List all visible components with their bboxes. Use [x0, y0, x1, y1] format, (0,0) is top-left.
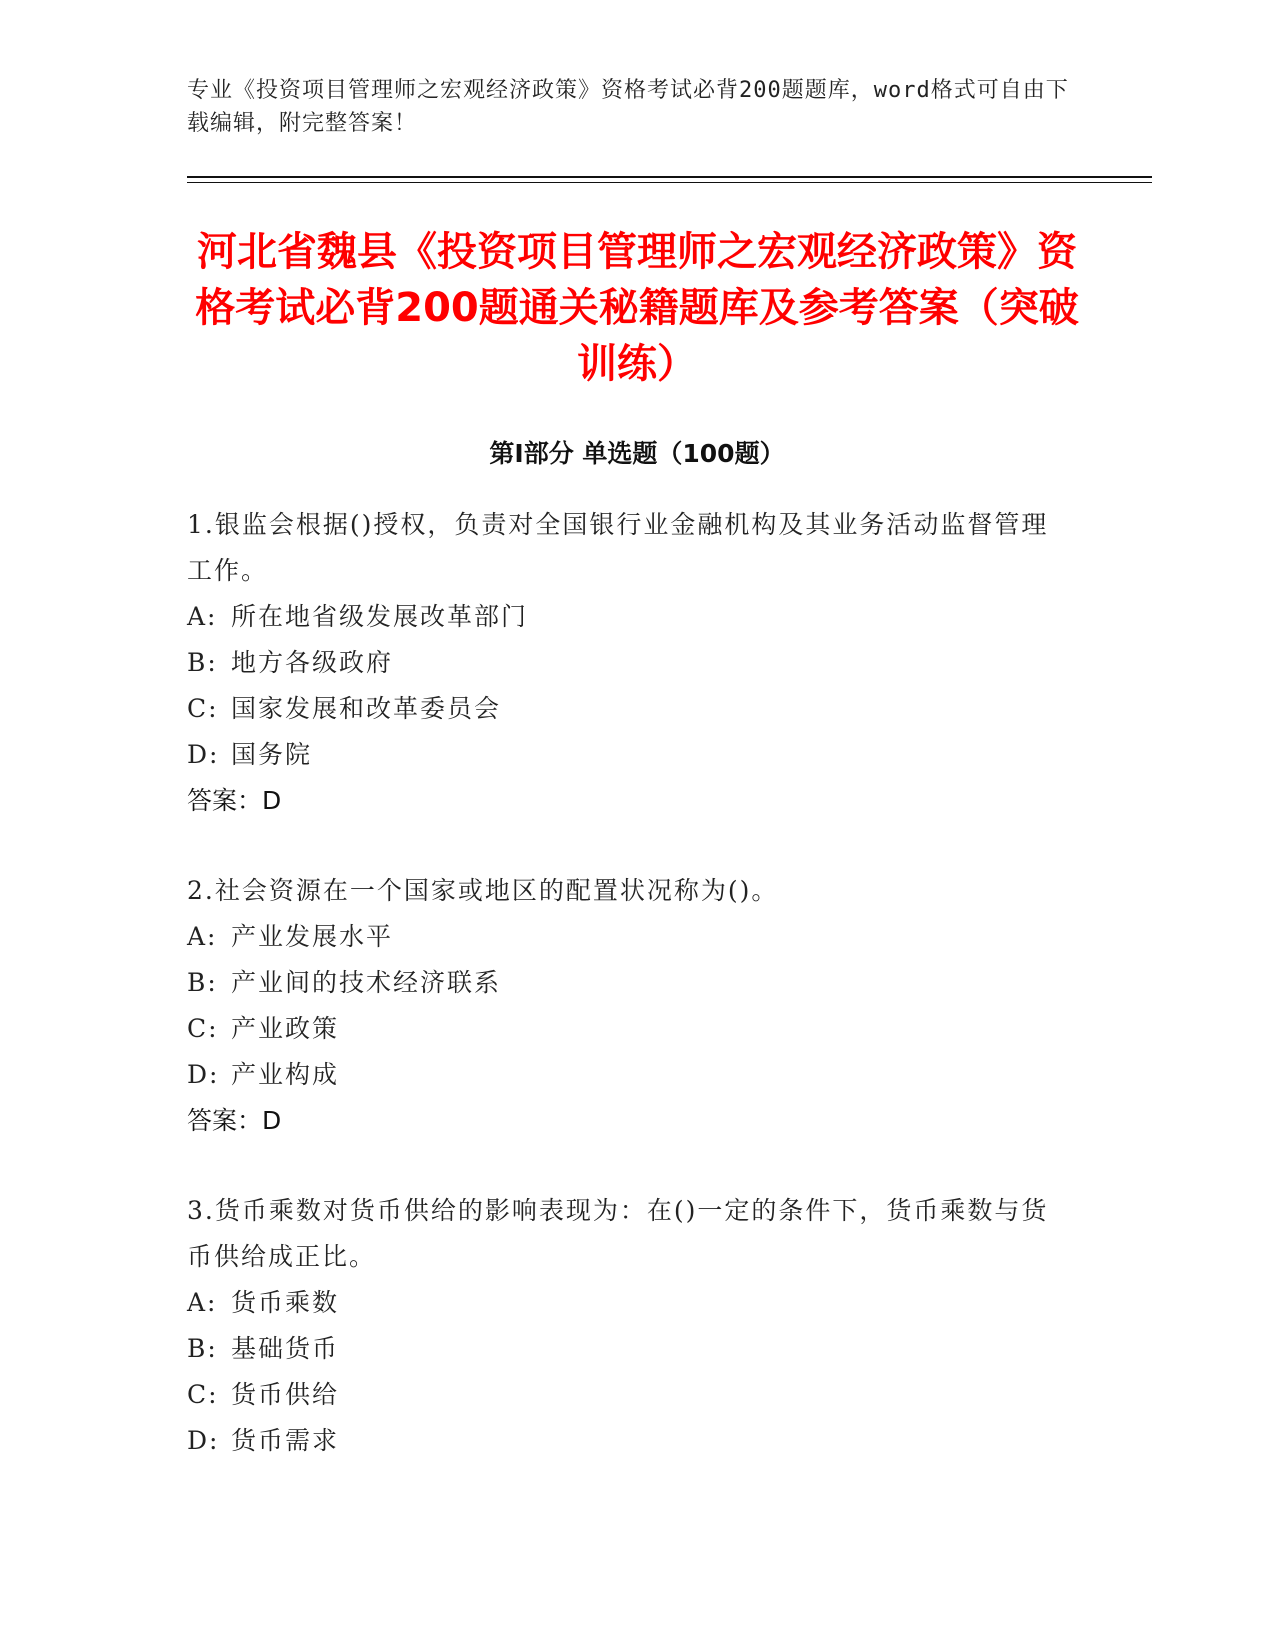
option-c: [187, 686, 1067, 732]
option-text: 货币需求: [231, 1426, 340, 1455]
option-letter: D:: [187, 740, 220, 769]
option-text: 产业政策: [231, 1014, 340, 1043]
option-c: [187, 1372, 1067, 1418]
option-letter: C:: [187, 694, 219, 723]
option-letter: A:: [187, 1288, 218, 1317]
option-c: [187, 1006, 1067, 1052]
question-stem: 1.银监会根据()授权，负责对全国银行业金融机构及其业务活动监督管理工作。: [187, 510, 1049, 585]
header-rule-thin: [187, 182, 1152, 183]
option-text: 产业间的技术经济联系: [231, 968, 502, 997]
header-note: 专业《投资项目管理师之宏观经济政策》资格考试必背200题题库，word格式可自由下载编辑，附完整答案！: [187, 78, 1069, 136]
section-title: 第Ⅰ部分 单选题（100题）: [489, 439, 785, 468]
document-title: 河北省魏县《投资项目管理师之宏观经济政策》资格考试必背200题通关秘籍题库及参考答案（突破训练）: [195, 229, 1079, 387]
option-letter: B:: [187, 968, 218, 997]
option-d: [187, 1418, 1067, 1464]
option-text: 国家发展和改革委员会: [231, 694, 502, 723]
option-letter: C:: [187, 1014, 219, 1043]
answer: 答案：D: [187, 786, 282, 815]
option-text: 所在地省级发展改革部门: [231, 602, 529, 631]
question-stem: 2.社会资源在一个国家或地区的配置状况称为()。: [187, 876, 779, 905]
question-2: [187, 868, 1067, 1144]
option-a: [187, 914, 1067, 960]
option-letter: B:: [187, 1334, 218, 1363]
option-text: 产业发展水平: [231, 922, 394, 951]
option-text: 基础货币: [231, 1334, 340, 1363]
header-rule-thick: [187, 176, 1152, 178]
option-b: [187, 640, 1067, 686]
option-text: 地方各级政府: [231, 648, 394, 677]
option-text: 货币乘数: [231, 1288, 340, 1317]
option-text: 货币供给: [231, 1380, 340, 1409]
answer: 答案：D: [187, 1106, 282, 1135]
option-d: [187, 1052, 1067, 1098]
option-d: [187, 732, 1067, 778]
question-3: [187, 1188, 1067, 1464]
option-letter: D:: [187, 1060, 220, 1089]
question-1: [187, 502, 1067, 824]
question-stem: 3.货币乘数对货币供给的影响表现为：在()一定的条件下，货币乘数与货币供给成正比。: [187, 1196, 1049, 1271]
option-a: [187, 1280, 1067, 1326]
option-text: 产业构成: [231, 1060, 340, 1089]
option-letter: B:: [187, 648, 218, 677]
option-text: 国务院: [231, 740, 313, 769]
option-letter: D:: [187, 1426, 220, 1455]
option-letter: A:: [187, 922, 218, 951]
option-a: [187, 594, 1067, 640]
option-b: [187, 960, 1067, 1006]
option-b: [187, 1326, 1067, 1372]
option-letter: A:: [187, 602, 218, 631]
option-letter: C:: [187, 1380, 219, 1409]
